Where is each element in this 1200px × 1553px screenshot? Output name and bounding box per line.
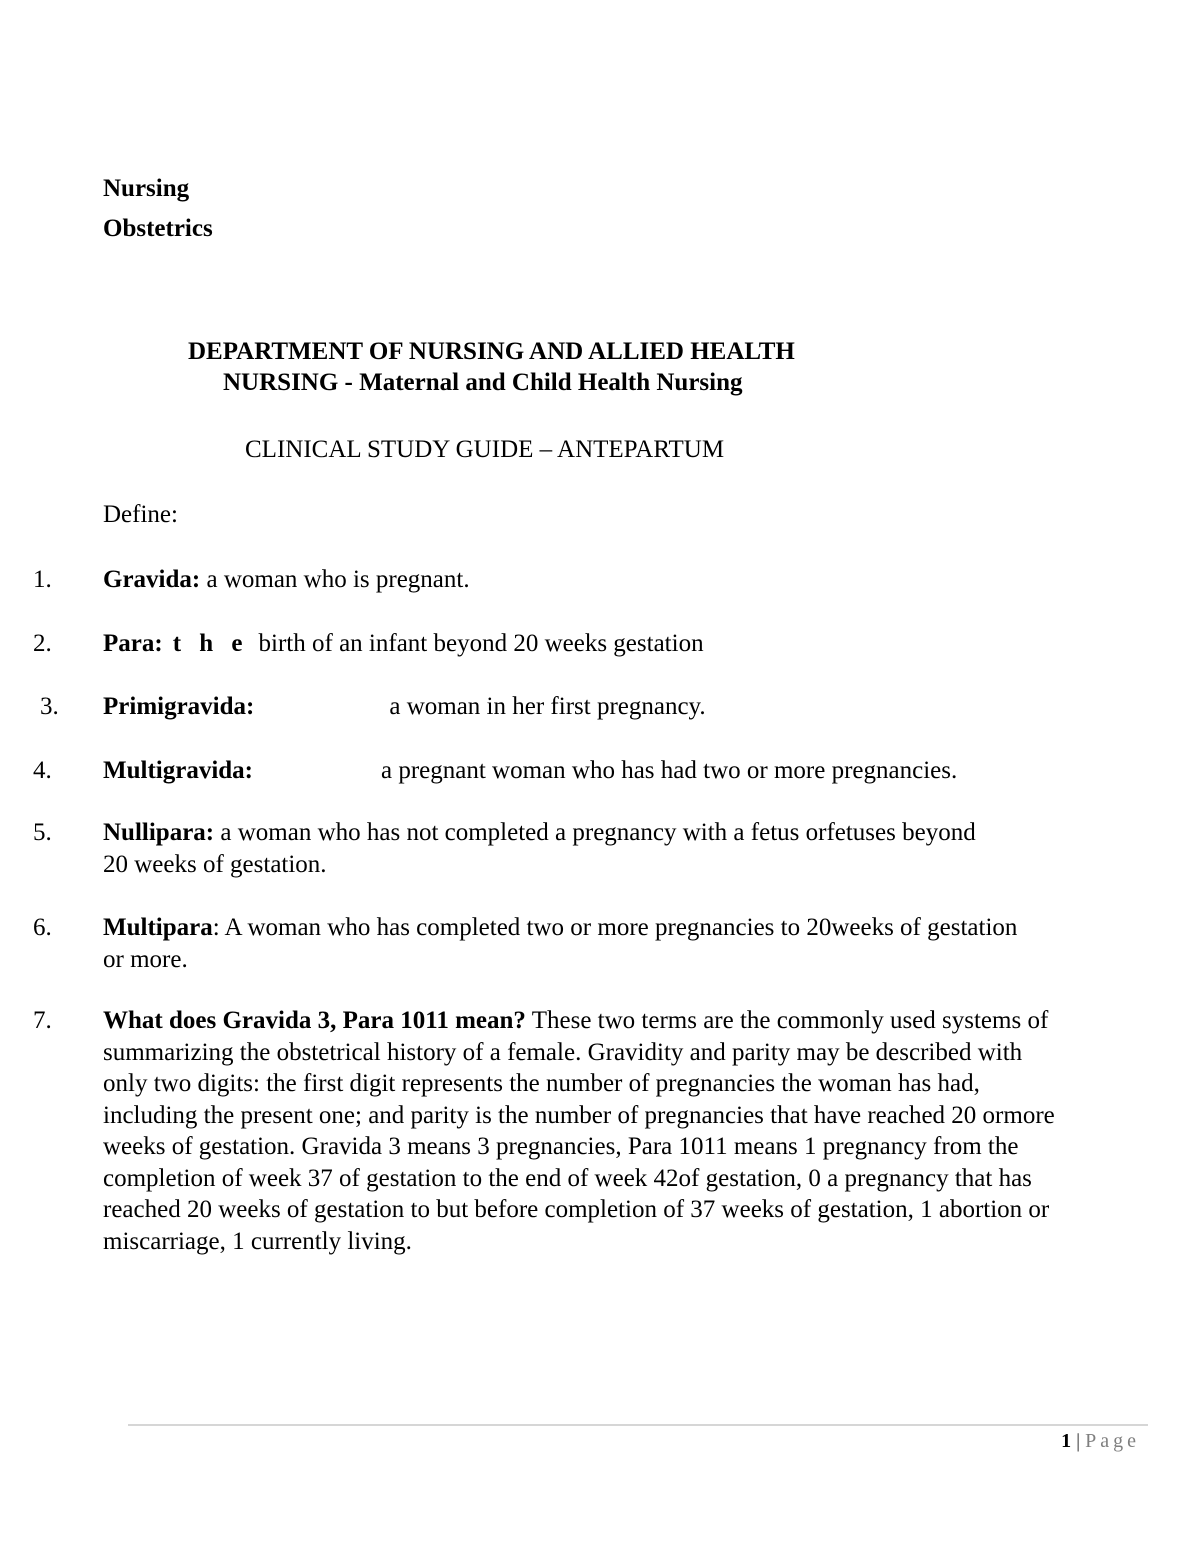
page-word: Page [1085,1430,1140,1452]
footer-divider [128,1424,1148,1426]
definition-term: Nullipara: [103,819,215,846]
definition-item-primigravida [103,691,1063,723]
definition-text: : A woman who has completed two or more pregnancies to 20weeks of gestation or more. [103,914,1018,973]
item-number: 1. [33,566,52,593]
definition-text: a woman who has not completed a pregnancy with a fetus orfetuses beyond 20 weeks of gestation. [103,819,976,878]
definition-item-multipara [103,912,1023,975]
definition-text: a woman in her first pregnancy. [389,693,706,720]
subject-line-obstetrics: Obstetrics [103,215,213,242]
department-title: DEPARTMENT OF NURSING AND ALLIED HEALTH [188,338,795,365]
definition-term: Para: [103,630,163,657]
question-term: What does Gravida 3, Para 1011 mean? [103,1007,526,1034]
define-label: Define: [103,501,178,528]
definition-text: a pregnant woman who has had two or more pregnancies. [381,757,958,784]
guide-title: CLINICAL STUDY GUIDE – ANTEPARTUM [245,436,725,463]
question-answer: These two terms are the commonly used systems of summarizing the obstetrical history of a female. Gravidity and parity may be described with only two digits: the first digit represents the number of pregnancies the woman has had, including the present one; and parity is the number of pregnancies that have reached 20 ormore weeks of gestation. Gravida 3 means 3 pregnancies, Para 1011 means 1 pregnancy from the completion of week 37 of gestation to the end of week 42of gestation, 0 a pregnancy that has reached 20 weeks of gestation to but before completion of 37 weeks of gestation, 1 abortion or miscarriage, 1 currently living. [103,1007,1055,1255]
definition-item-nullipara [103,817,983,880]
subject-line-nursing: Nursing [103,175,190,202]
definition-term: Gravida: [103,566,201,593]
page-separator: | [1076,1430,1081,1452]
definition-term: Multigravida: [103,757,253,784]
definition-term-spaced: t h e [172,630,249,657]
definition-text: birth of an infant beyond 20 weeks gestation [258,630,704,657]
item-number: 6. [33,914,52,941]
item-number: 3. [40,693,59,720]
definition-term: Multipara [103,914,213,941]
definition-term: Primigravida: [103,693,255,720]
course-title: NURSING - Maternal and Child Health Nursing [223,369,743,396]
question-item-gravida-para [103,1005,1063,1257]
definition-item-multigravida [103,755,1063,787]
definition-text: a woman who is pregnant. [200,566,470,593]
page-footer [1061,1430,1140,1453]
item-number: 7. [33,1007,52,1034]
item-number: 2. [33,630,52,657]
definition-item-para [103,628,1063,660]
item-number: 4. [33,757,52,784]
definition-item-gravida [103,564,1063,596]
page-number: 1 [1061,1430,1072,1452]
item-number: 5. [33,819,52,846]
